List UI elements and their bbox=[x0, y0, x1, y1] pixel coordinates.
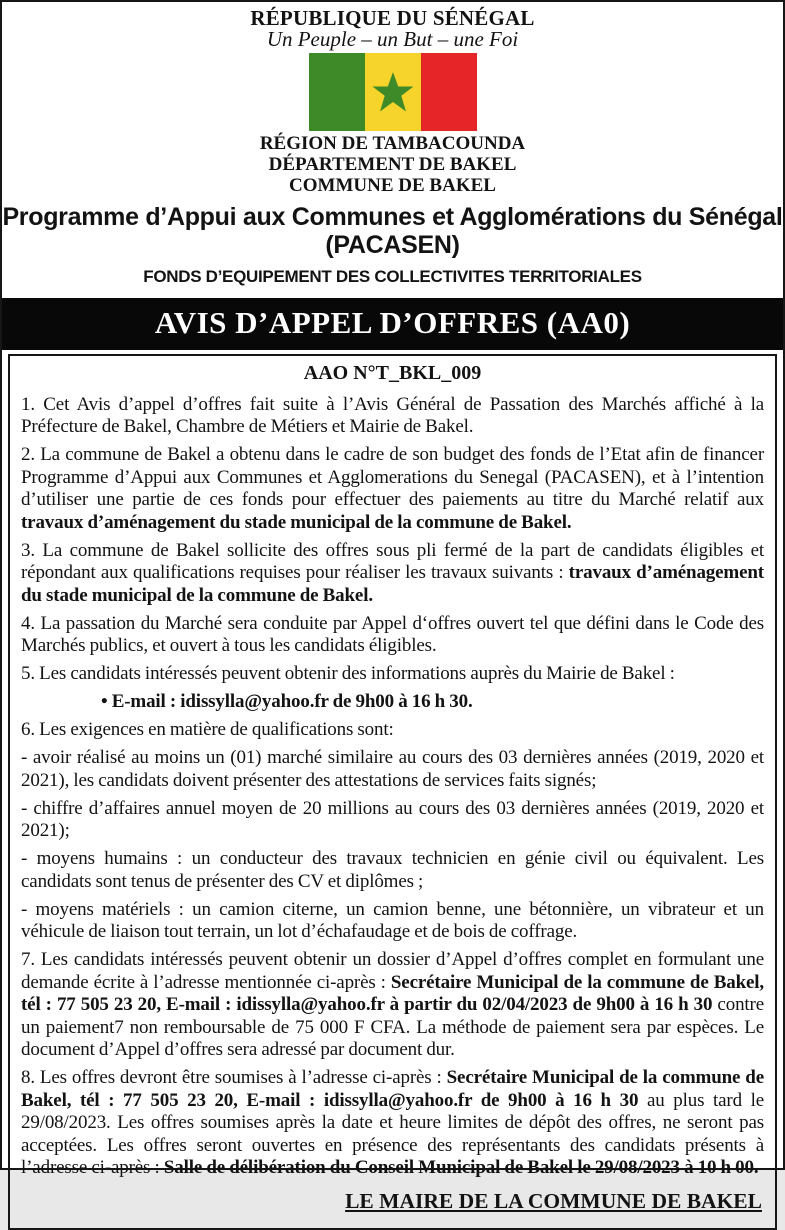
paragraph bbox=[21, 540, 764, 608]
paragraph-bold-segment: Secrétaire Municipal de la commune de Bakel, tél : 77 505 23 20, E-mail : idissylla@yahoo.fr de 9h00 à 16 h 30 bbox=[21, 1067, 765, 1111]
paragraph bbox=[21, 747, 764, 792]
fund-line: FONDS D’EQUIPEMENT DES COLLECTIVITES TERRITORIALES bbox=[143, 267, 642, 286]
senegal-flag bbox=[309, 53, 477, 131]
paragraph-bold-segment: Salle de délibération du Conseil Municipal de Bakel le 29/08/2023 à 10 h 00. bbox=[163, 1157, 759, 1178]
paragraph-text-segment: 6. Les exigences en matière de qualifications sont: bbox=[21, 719, 394, 740]
paragraph-text-segment: 2. La commune de Bakel a obtenu dans le cadre de son budget des fonds de l’Etat afin de financer Programme d’Appui aux Communes et Agglomerations du Senegal (PACASEN), et à l’intention d’utiliser une partie de ces fonds pour effectuer des paiements au titre du Marché relatif aux bbox=[21, 444, 764, 510]
paragraph-text-segment: au plus tard le 29/08/2023. Les offres soumises après la date et heure limites de dépôt des offres, ne seront pas acceptées. Les offres seront ouvertes en présence des représentants des candidats présents à l’adresse ci-après : bbox=[21, 1089, 765, 1178]
paragraph-bold-segment: travaux d’aménagement du stade municipal de la commune de Bakel. bbox=[21, 511, 572, 533]
header-department: DÉPARTEMENT DE BAKEL bbox=[268, 154, 517, 175]
paragraph-bold-segment: travaux d’aménagement du stade municipal de la commune de Bakel. bbox=[21, 562, 764, 606]
paragraph bbox=[21, 613, 764, 658]
paragraph-text-segment: 4. La passation du Marché sera conduite par Appel d‘offres ouvert tel que défini dans le Code des Marchés publics, et ouvert à tous les candidats éligibles. bbox=[21, 612, 764, 656]
document-header bbox=[2, 2, 783, 196]
paragraph-text-segment: - chiffre d’affaires annuel moyen de 20 millions au cours des 03 dernières années (2019, 2020 et 2021); bbox=[21, 797, 764, 841]
paragraph-text-segment: 7. Les candidats intéressés peuvent obtenir un dossier d’Appel d’offres complet en formulant une demande écrite à l’adresse mentionnée ci-après : bbox=[21, 949, 764, 993]
program-title: Programme d’Appui aux Communes et Agglomérations du Sénégal (PACASEN) bbox=[2, 203, 783, 259]
header-region: RÉGION DE TAMBACOUNDA bbox=[259, 133, 526, 154]
notice-banner-title: AVIS D’APPEL D’OFFRES (AA0) bbox=[154, 305, 631, 340]
paragraph-text-segment: 8. Les offres devront être soumises à l’adresse ci-après : bbox=[21, 1067, 447, 1088]
paragraph-text-segment: - moyens matériels : un camion citerne, un camion benne, une bétonnière, un vibrateur et un véhicule de liaison tout terrain, un lot d’échafaudage et de bois de coffrage. bbox=[21, 898, 764, 942]
paragraph bbox=[21, 691, 764, 714]
flag-band-red bbox=[421, 53, 477, 131]
paragraph-text-segment: 3. La commune de Bakel sollicite des offres sous pli fermé de la part de candidats éligibles et répondant aux qualifications requises pour réaliser les travaux suivants : bbox=[21, 539, 764, 583]
paragraph-bold-segment: Secrétaire Municipal de la commune de Bakel, tél : 77 505 23 20, E-mail : idissylla@yahoo.fr à partir du 02/04/2023 de 9h00 à 16 h 30 bbox=[21, 971, 764, 1015]
header-commune: COMMUNE DE BAKEL bbox=[289, 175, 496, 196]
paragraph-text-segment: - avoir réalisé au moins un (01) marché similaire au cours des 03 dernières années (2019, 2020 et 2021), les candidats doivent présenter des attestations de services faits signés; bbox=[21, 747, 764, 791]
paragraph bbox=[21, 663, 764, 686]
paragraph-text-segment: - moyens humains : un conducteur des travaux technicien en génie civil ou équivalent. Les candidats sont tenus de présenter des CV et diplômes ; bbox=[21, 848, 764, 892]
star-icon bbox=[371, 71, 415, 113]
signature-line: LE MAIRE DE LA COMMUNE DE BAKEL bbox=[345, 1189, 762, 1213]
paragraph bbox=[21, 899, 764, 944]
notice-number: AAO N°T_BKL_009 bbox=[303, 362, 482, 384]
paragraph bbox=[21, 1067, 764, 1180]
header-republic: RÉPUBLIQUE DU SÉNÉGAL bbox=[250, 6, 535, 30]
paragraph bbox=[21, 848, 764, 893]
paragraph bbox=[21, 949, 764, 1062]
star-shape bbox=[372, 72, 413, 112]
paragraph-text-segment: 5. Les candidats intéressés peuvent obtenir des informations auprès du Mairie de Bakel : bbox=[21, 663, 675, 684]
flag-band-green bbox=[309, 53, 365, 131]
body-paragraphs bbox=[21, 388, 764, 1185]
paragraph bbox=[21, 444, 764, 534]
paragraph bbox=[21, 719, 764, 742]
paragraph bbox=[21, 798, 764, 843]
paragraph-text-segment: contre un paiement7 non remboursable de 75 000 F CFA. La méthode de paiement sera par espèces. Le document d’Appel d’offres sera adressé par document dur. bbox=[21, 994, 765, 1060]
header-motto: Un Peuple – un But – une Foi bbox=[266, 27, 519, 51]
paragraph-bold-segment: • E-mail : idissylla@yahoo.fr de 9h00 à 16 h 30. bbox=[101, 691, 473, 712]
notice-banner bbox=[2, 298, 783, 350]
notice-body bbox=[8, 354, 777, 1230]
paragraph bbox=[21, 394, 764, 439]
paragraph-text-segment: 1. Cet Avis d’appel d’offres fait suite à l’Avis Général de Passation des Marchés affiché à la Préfecture de Bakel, Chambre de Métiers et Mairie de Bakel. bbox=[21, 393, 764, 437]
